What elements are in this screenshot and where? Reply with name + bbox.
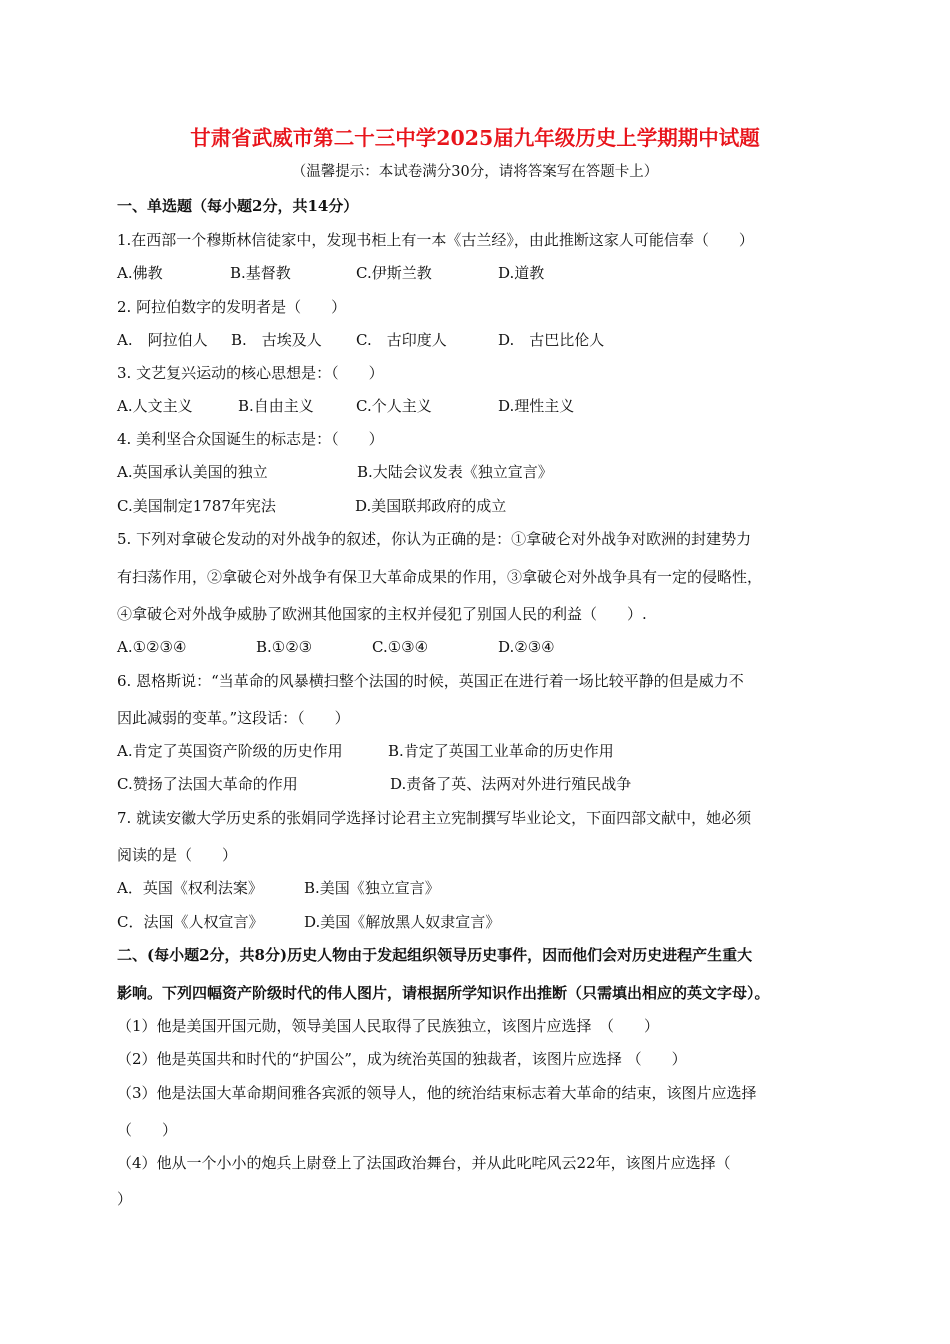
q6-option-b: B.肯定了英国工业革命的历史作用 [388, 742, 614, 760]
q5-option-d: D.②③④ [498, 638, 555, 656]
q4-option-d: D.美国联邦政府的成立 [355, 497, 507, 515]
q7-line2: 阅读的是（ ） [117, 846, 238, 864]
section2-p4-line1: （4）他从一个小小的炮兵上尉登上了法国政治舞台，并从此叱咤风云22年，该图片应选择（ [117, 1154, 731, 1172]
q1-option-b: B.基督教 [230, 264, 291, 282]
q7-option-c: C．法国《人权宣言》 [117, 913, 264, 931]
q6-line2: 因此减弱的变革。”这段话：（ ） [117, 709, 350, 727]
q4-option-c: C.美国制定1787年宪法 [117, 497, 276, 515]
q6-option-c: C.赞扬了法国大革命的作用 [117, 775, 298, 793]
q7-line1: 7. 就读安徽大学历史系的张娟同学选择讨论君主立宪制撰写毕业论文，下面四部文献中，她必须 [117, 809, 752, 827]
section2-line2: 影响。下列四幅资产阶级时代的伟人图片，请根据所学知识作出推断（只需填出相应的英文字母）。 [117, 984, 770, 1002]
q7-option-a: A．英国《权利法案》 [117, 879, 263, 897]
q3-option-a: A.人文主义 [117, 397, 193, 415]
q3-stem: 3. 文艺复兴运动的核心思想是：（ ） [117, 364, 384, 382]
q4-stem: 4. 美利坚合众国诞生的标志是：（ ） [117, 430, 384, 448]
q4-option-b: B.大陆会议发表《独立宣言》 [357, 463, 553, 481]
q6-line1: 6. 恩格斯说：“当革命的风暴横扫整个法国的时候，英国正在进行着一场比较平静的但是威力不 [117, 672, 744, 690]
section2-p4-line2: ） [117, 1190, 133, 1208]
q5-line3: ④拿破仑对外战争威胁了欧洲其他国家的主权并侵犯了别国人民的利益（ ）. [117, 605, 647, 623]
q5-option-b: B.①②③ [256, 638, 313, 656]
section2-p1: （1）他是美国开国元勋，领导美国人民取得了民族独立，该图片应选择 （ ） [117, 1017, 660, 1035]
q1-stem: 1.在西部一个穆斯林信徒家中，发现书柜上有一本《古兰经》，由此推断这家人可能信奉（ ） [117, 231, 754, 249]
section2-line1: 二、(每小题2分，共8分)历史人物由于发起组织领导历史事件，因而他们会对历史进程产生重大 [117, 946, 753, 964]
q2-option-c: C. 古印度人 [356, 331, 447, 349]
q5-line1: 5. 下列对拿破仑发动的对外战争的叙述，你认为正确的是：①拿破仑对外战争对欧洲的封建势力 [117, 530, 752, 548]
q2-option-d: D. 古巴比伦人 [498, 331, 605, 349]
q5-line2: 有扫荡作用，②拿破仑对外战争有保卫大革命成果的作用，③拿破仑对外战争具有一定的侵略性， [117, 568, 763, 586]
q2-stem: 2. 阿拉伯数字的发明者是（ ） [117, 298, 347, 316]
q7-option-b: B.美国《独立宣言》 [304, 879, 440, 897]
q5-option-a: A.①②③④ [117, 638, 187, 656]
exam-title: 甘肃省武威市第二十三中学2025届九年级历史上学期期中试题 [190, 126, 760, 150]
section2-p3-line2: （ ） [117, 1121, 178, 1139]
q6-option-d: D.责备了英、法两对外进行殖民战争 [390, 775, 632, 793]
q2-option-a: A. 阿拉伯人 [117, 331, 208, 349]
q2-option-b: B. 古埃及人 [231, 331, 322, 349]
q5-option-c: C.①③④ [372, 638, 429, 656]
q1-option-d: D.道教 [498, 264, 545, 282]
q3-option-d: D.理性主义 [498, 397, 575, 415]
section2-p2: （2）他是英国共和时代的“护国公”，成为统治英国的独裁者，该图片应选择 （ ） [117, 1050, 687, 1068]
section2-p3-line1: （3）他是法国大革命期间雅各宾派的领导人，他的统治结束标志着大革命的结束，该图片应选择 [117, 1084, 757, 1102]
q6-option-a: A.肯定了英国资产阶级的历史作用 [117, 742, 343, 760]
q3-option-b: B.自由主义 [238, 397, 314, 415]
q3-option-c: C.个人主义 [356, 397, 432, 415]
q1-option-c: C.伊斯兰教 [356, 264, 432, 282]
q1-option-a: A.佛教 [117, 264, 163, 282]
q7-option-d: D.美国《解放黑人奴隶宣言》 [304, 913, 501, 931]
section1-heading: 一、单选题（每小题2分，共14分） [117, 197, 359, 215]
q4-option-a: A.英国承认美国的独立 [117, 463, 268, 481]
exam-note: （温馨提示：本试卷满分30分，请将答案写在答题卡上） [291, 164, 659, 180]
